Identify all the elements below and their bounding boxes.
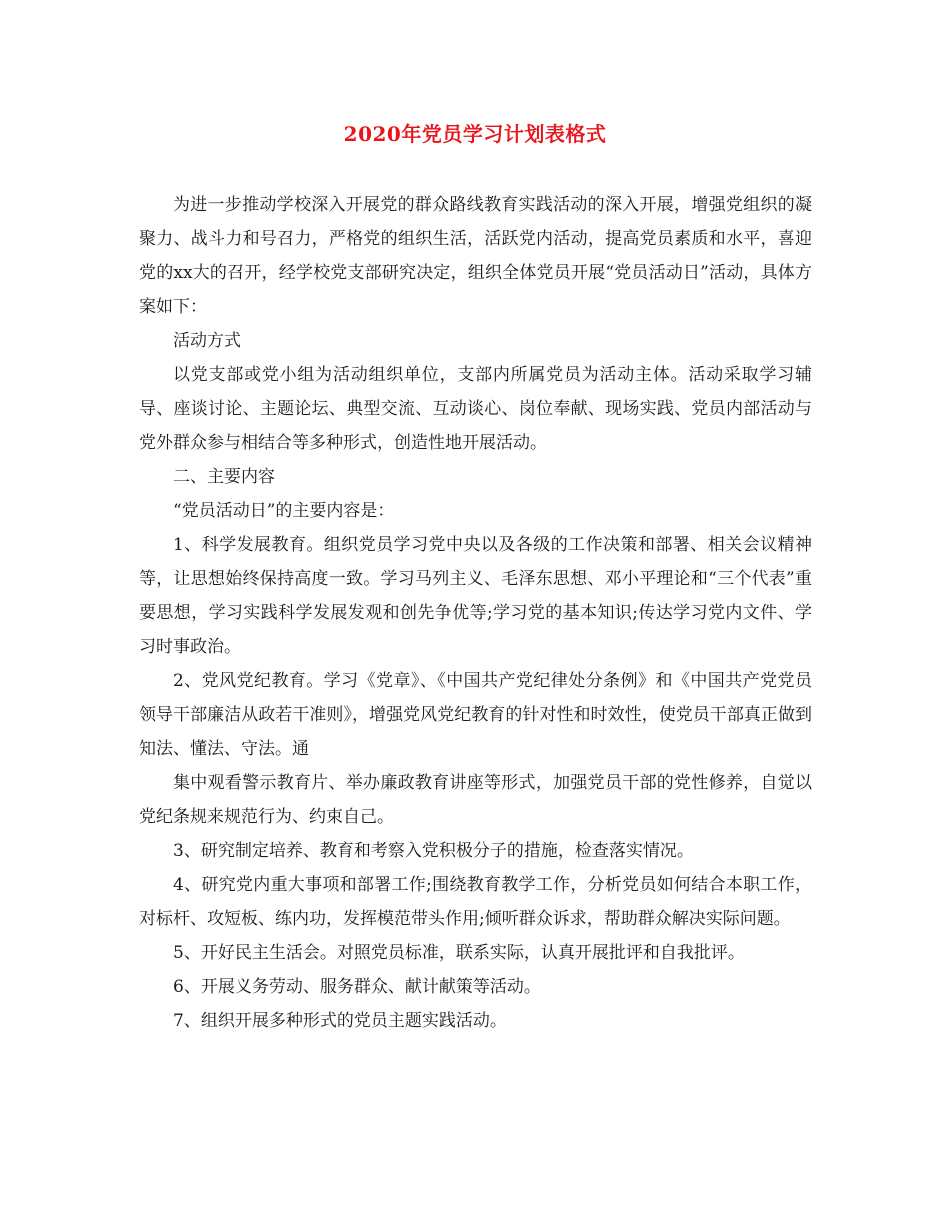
paragraph-item-2: 2、党风党纪教育。学习《党章》、《中国共产党纪律处分条例》和《中国共产党党员领导干部廉洁从政若干准则》，增强党风党纪教育的针对性和时效性，使党员干部真正做到知法、懂法、守法。通 <box>139 671 812 759</box>
paragraph-item-7: 7、组织开展多种形式的党员主题实践活动。 <box>173 1011 507 1031</box>
paragraph-intro: 为进一步推动学校深入开展党的群众路线教育实践活动的深入开展，增强党组织的凝聚力、战斗力和号召力，严格党的组织生活，活跃党内活动，提高党员素质和水平，喜迎党的xx大的召开，经学校党支部研究决定，组织全体党员开展“党员活动日”活动，具体方案如下： <box>139 195 812 317</box>
paragraph-item-2-continued: 集中观看警示教育片、举办廉政教育讲座等形式，加强党员干部的党性修养，自觉以党纪条规来规范行为、约束自己。 <box>139 773 812 827</box>
paragraph-item-1: 1、科学发展教育。组织党员学习党中央以及各级的工作决策和部署、相关会议精神等，让思想始终保持高度一致。学习马列主义、毛泽东思想、邓小平理论和“三个代表”重要思想，学习实践科学发展发观和创先争优等;学习党的基本知识;传达学习党内文件、学习时事政治。 <box>139 535 812 657</box>
document-title: 2020年党员学习计划表格式 <box>343 122 607 146</box>
paragraph-item-6: 6、开展义务劳动、服务群众、献计献策等活动。 <box>173 977 541 997</box>
paragraph-main-content-heading: 二、主要内容 <box>173 467 275 487</box>
paragraph-activity-method-heading: 活动方式 <box>173 331 241 351</box>
document-body <box>139 188 812 1038</box>
paragraph-item-3: 3、研究制定培养、教育和考察入党积极分子的措施，检查落实情况。 <box>173 841 694 861</box>
paragraph-activity-method: 以党支部或党小组为活动组织单位，支部内所属党员为活动主体。活动采取学习辅导、座谈讨论、主题论坛、典型交流、互动谈心、岗位奉献、现场实践、党员内部活动与党外群众参与相结合等多种形式，创造性地开展活动。 <box>139 365 812 453</box>
paragraph-item-5: 5、开好民主生活会。对照党员标准，联系实际，认真开展批评和自我批评。 <box>173 943 745 963</box>
paragraph-item-4: 4、研究党内重大事项和部署工作;围绕教育教学工作，分析党员如何结合本职工作，对标杆、攻短板、练内功，发挥模范带头作用;倾听群众诉求，帮助群众解决实际问题。 <box>139 875 812 929</box>
paragraph-main-content-intro: “党员活动日”的主要内容是： <box>173 501 395 521</box>
